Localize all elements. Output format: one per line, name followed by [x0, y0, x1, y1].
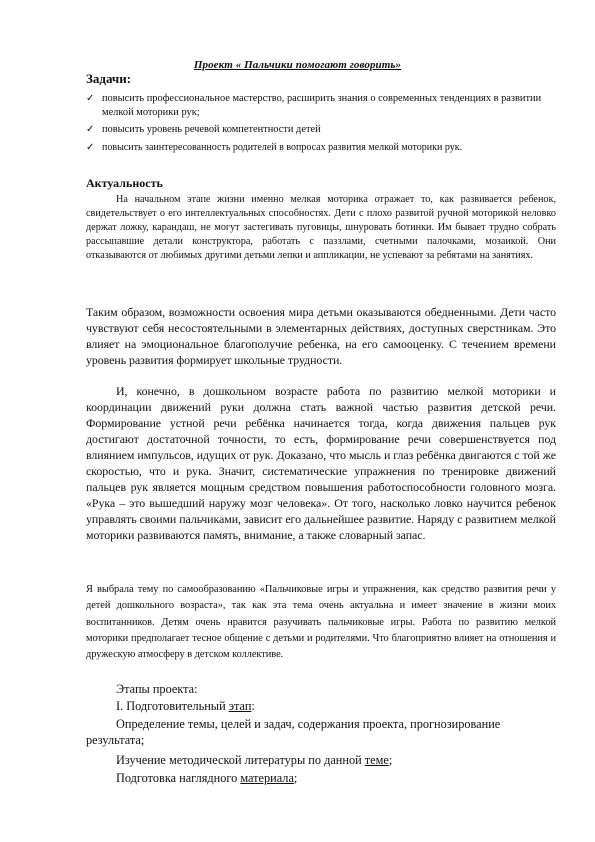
task-item: [86, 141, 556, 155]
stage-item-2-suffix: ;: [388, 753, 393, 767]
task-text: повысить уровень речевой компетентности детей: [102, 124, 321, 135]
stage-1-suffix: :: [251, 699, 255, 713]
stage-1-prefix: I. Подготовительный: [116, 699, 229, 713]
task-list: [86, 92, 556, 158]
task-text: повысить заинтересованность родителей в вопросах развития мелкой моторики рук.: [102, 141, 463, 153]
stage-item-2-prefix: Изучение методической литературы по данной: [116, 753, 365, 767]
stage-item-3-prefix: Подготовка наглядного: [116, 771, 241, 785]
stages-heading: Этапы проекта:: [116, 682, 198, 696]
task-item: [86, 123, 556, 137]
task-text: повысить профессиональное мастерство, расширить знания о современных тенденциях в развитии мелкой моторики рук;: [102, 93, 542, 118]
tasks-heading: Задачи:: [86, 71, 132, 86]
relevance-paragraph-1: На начальном этапе жизни именно мелкая моторика отражает то, как развивается ребенок, свидетельствует о его интеллектуальных способностях. Дети с плохо развитой ручной моторикой неловко держат ложку, карандаш, не могут застегивать пуговицы, шнуровать ботинки. Им бывает трудно собрать рассыпавшие детали конструктора, работать с паззлами, счетными палочками, мозаикой. Они отказываются от любимых другими детьми лепки и аппликации, не успевают за ребятами на занятиях.: [86, 194, 556, 261]
stage-1-title: [86, 698, 556, 714]
document-title: Проект « Пальчики помогают говорить»: [193, 59, 402, 71]
relevance-paragraph-3: И, конечно, в дошкольном возрасте работа по развитию мелкой моторики и координации движений руки должна стать важной частью развития детской речи. Формирование устной речи ребёнка начинается тогда, когда движения пальцев рук достигают достаточной точности, то есть, формирование речи совершенствуется под влиянием импульсов, идущих от рук. Доказано, что мысль и глаз ребёнка двигаются с той же скоростью, что и рука. Значит, систематические упражнения по тренировке движений пальцев рук является мощным средством повышения работоспособности головного мозга. «Рука – это вышедший наружу мозг человека». От того, насколько ловко научится ребенок управлять своими пальчиками, зависит его дальнейшее развитие. Наряду с развитием мелкой моторики развиваются память, внимание, а также словарный запас.: [86, 384, 556, 542]
stage-1-link[interactable]: этап: [228, 699, 252, 713]
checkmark-icon: ✓: [86, 141, 95, 153]
relevance-paragraph-4: Я выбрала тему по самообразованию «Пальчиковые игры и упражнения, как средство развития речи у детей дошкольного возраста», так как эта тема очень актуальна и имеет значение в жизни моих воспитанников. Детям очень нравится разучивать пальчиковые игры. Работа по развитию мелкой моторики предполагает тесное общение с детьми и родителями. Что благоприятно влияет на отношения и дружескую атмосферу в детском коллективе.: [86, 584, 556, 661]
checkmark-icon: ✓: [86, 124, 95, 135]
stage-item-2: [86, 752, 556, 768]
relevance-paragraph-2: Таким образом, возможности освоения мира детьми оказываются обедненными. Дети часто чувствуют себя несостоятельными в элементарных действиях, доступных сверстникам. Это влияет на эмоциональное благополучие ребенка, на его самооценку. С течением времени уровень развития формирует школьные трудности.: [86, 305, 556, 367]
stage-item-2-link[interactable]: теме: [364, 753, 389, 767]
stage-item-3: [86, 770, 556, 786]
relevance-heading: Актуальность: [86, 176, 163, 190]
checkmark-icon: ✓: [86, 93, 95, 104]
stage-item-1: Определение темы, целей и задач, содержания проекта, прогнозирование результата;: [86, 717, 501, 747]
stage-item-3-suffix: ;: [293, 771, 298, 785]
stage-item-3-link[interactable]: материала: [240, 771, 294, 785]
task-item: [86, 92, 556, 119]
